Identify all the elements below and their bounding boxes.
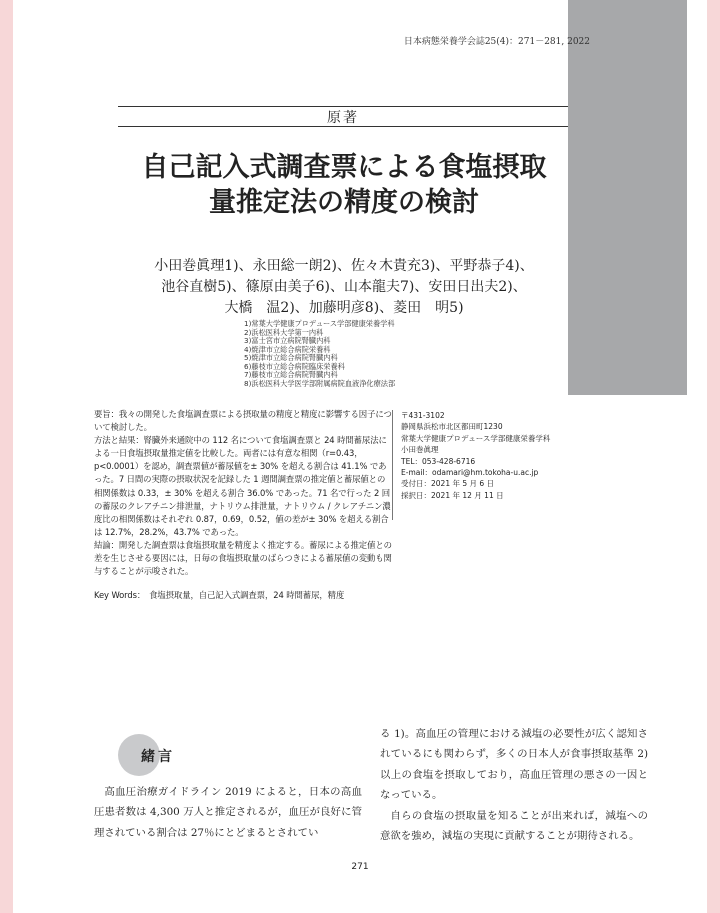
paragraph: 高血圧治療ガイドライン 2019 によると，日本の高血圧患者数は 4,300 万人と推定されるが，血圧が良好に管理されている割合は 27％にとどまるとされてい	[94, 786, 362, 839]
title-line: 自己記入式調査票による食塩摂取	[141, 152, 547, 183]
author-line: 池谷直樹5)、篠原由美子6)、山本龍夫7)、安田日出夫2)、	[161, 279, 527, 295]
received-date: 受付日：2021 年 5 月 6 日	[401, 479, 495, 489]
affiliation: 2)浜松医科大学第一内科	[244, 327, 324, 337]
affiliation: 6)藤枝市立総合病院臨床栄養科	[244, 361, 345, 371]
affiliation: 4)焼津市立総合病院栄養科	[244, 344, 331, 354]
abstract-summary: 要旨：我々の開発した食塩調査票による摂取量の精度と精度に影響する因子について検討した。	[94, 409, 392, 433]
affiliation: 7)藤枝市立総合病院腎臓内科	[244, 370, 338, 379]
page-edge-right	[707, 0, 720, 913]
affiliation: 1)常葉大学健康プロデュース学部健康栄養学科	[244, 319, 395, 328]
keywords-label: Key Words：	[94, 590, 146, 601]
abstract-conclusion: 結論：開発した調査票は食塩摂取量を精度よく推定する。蓄尿による推定値との差を生じさせる要因には，日毎の食塩摂取量のばらつきによる蓄尿値の変動も関与することが示唆された。	[94, 539, 392, 577]
abstract	[94, 408, 392, 602]
intro-heading-text: 緒言	[141, 749, 175, 765]
affiliation: 8)浜松医科大学医学部附属病院血液浄化療法部	[244, 378, 396, 388]
journal-citation: 日本病態栄養学会誌25(4)：271－281, 2022	[403, 37, 590, 47]
author-line: 大橋 温2)、加藤明彦8)、菱田 明5)	[224, 300, 464, 316]
keywords	[94, 589, 392, 602]
address: 静岡県浜松市北区都田町1230	[401, 422, 503, 432]
body-column-right	[380, 724, 648, 846]
intro-heading	[118, 734, 218, 778]
keywords-text: 食塩摂取量，自己記入式調査票，24 時間蓄尿，精度	[149, 590, 345, 601]
accepted-date: 採択日：2021 年 12 月 11 日	[401, 490, 504, 500]
abstract-methods: 方法と結果：腎臓外来通院中の 112 名について食塩調査票と 24 時間蓄尿法による一日食塩摂取量推定値を比較した。両者には有意な相関（r=0.43，p<0.0001）を認め，調査票値が蓄尿値を± 30% を超える割合は 41.1% であった。7 日間の実際の摂取状況を記録した 1 週間調査票の推定値と蓄尿値との相関係数は 0.33，± 30% を超える割合 36.0% であった。71 名で行った 2 回の蓄尿のクレアチニン排泄量，ナトリウム排泄量，ナトリウム / クレアチニン濃度比の相関係数はそれぞれ 0.87，0.69，0.52，値の差が± 30% を超える割合は 12.7%，28.2%，43.7% であった。	[94, 435, 391, 537]
page-edge-left	[0, 0, 13, 913]
article-type: 原著	[327, 110, 359, 126]
author-list	[100, 256, 588, 319]
paragraph: 自らの食塩の摂取量を知ることが出来れば，減塩への意欲を強め，減塩の実現に貢献することが期待される。	[380, 809, 648, 843]
title-line: 量推定法の精度の検討	[209, 187, 479, 218]
affiliation-list	[244, 320, 395, 388]
department: 常葉大学健康プロデュース学部健康栄養学科	[401, 433, 551, 443]
affiliation: 3)富士宮市立病院腎臓内科	[244, 336, 331, 345]
email: E-mail：odamari@hm.tokoha-u.ac.jp	[401, 468, 539, 478]
telephone: TEL：053-428-6716	[401, 456, 476, 466]
article-title	[80, 150, 608, 220]
affiliation: 5)焼津市立総合病院腎臓内科	[244, 353, 338, 362]
postal-code: 〒431-3102	[401, 411, 445, 420]
body-column-left	[94, 782, 362, 843]
author-line: 小田巻眞理1)、永田総一朗2)、佐々木貴充3)、平野恭子4)、	[154, 258, 534, 274]
page-number: 271	[351, 862, 369, 872]
section-rule-bottom	[118, 126, 568, 127]
correspondence-box	[392, 410, 577, 520]
corresponding-author: 小田巻眞理	[401, 445, 439, 455]
paragraph: る 1)。高血圧の管理における減塩の必要性が広く認知されているにも関わらず，多くの日本人が食事摂取基準 2)以上の食塩を摂取しており，高血圧管理の悪さの一因となっている。	[380, 728, 648, 802]
